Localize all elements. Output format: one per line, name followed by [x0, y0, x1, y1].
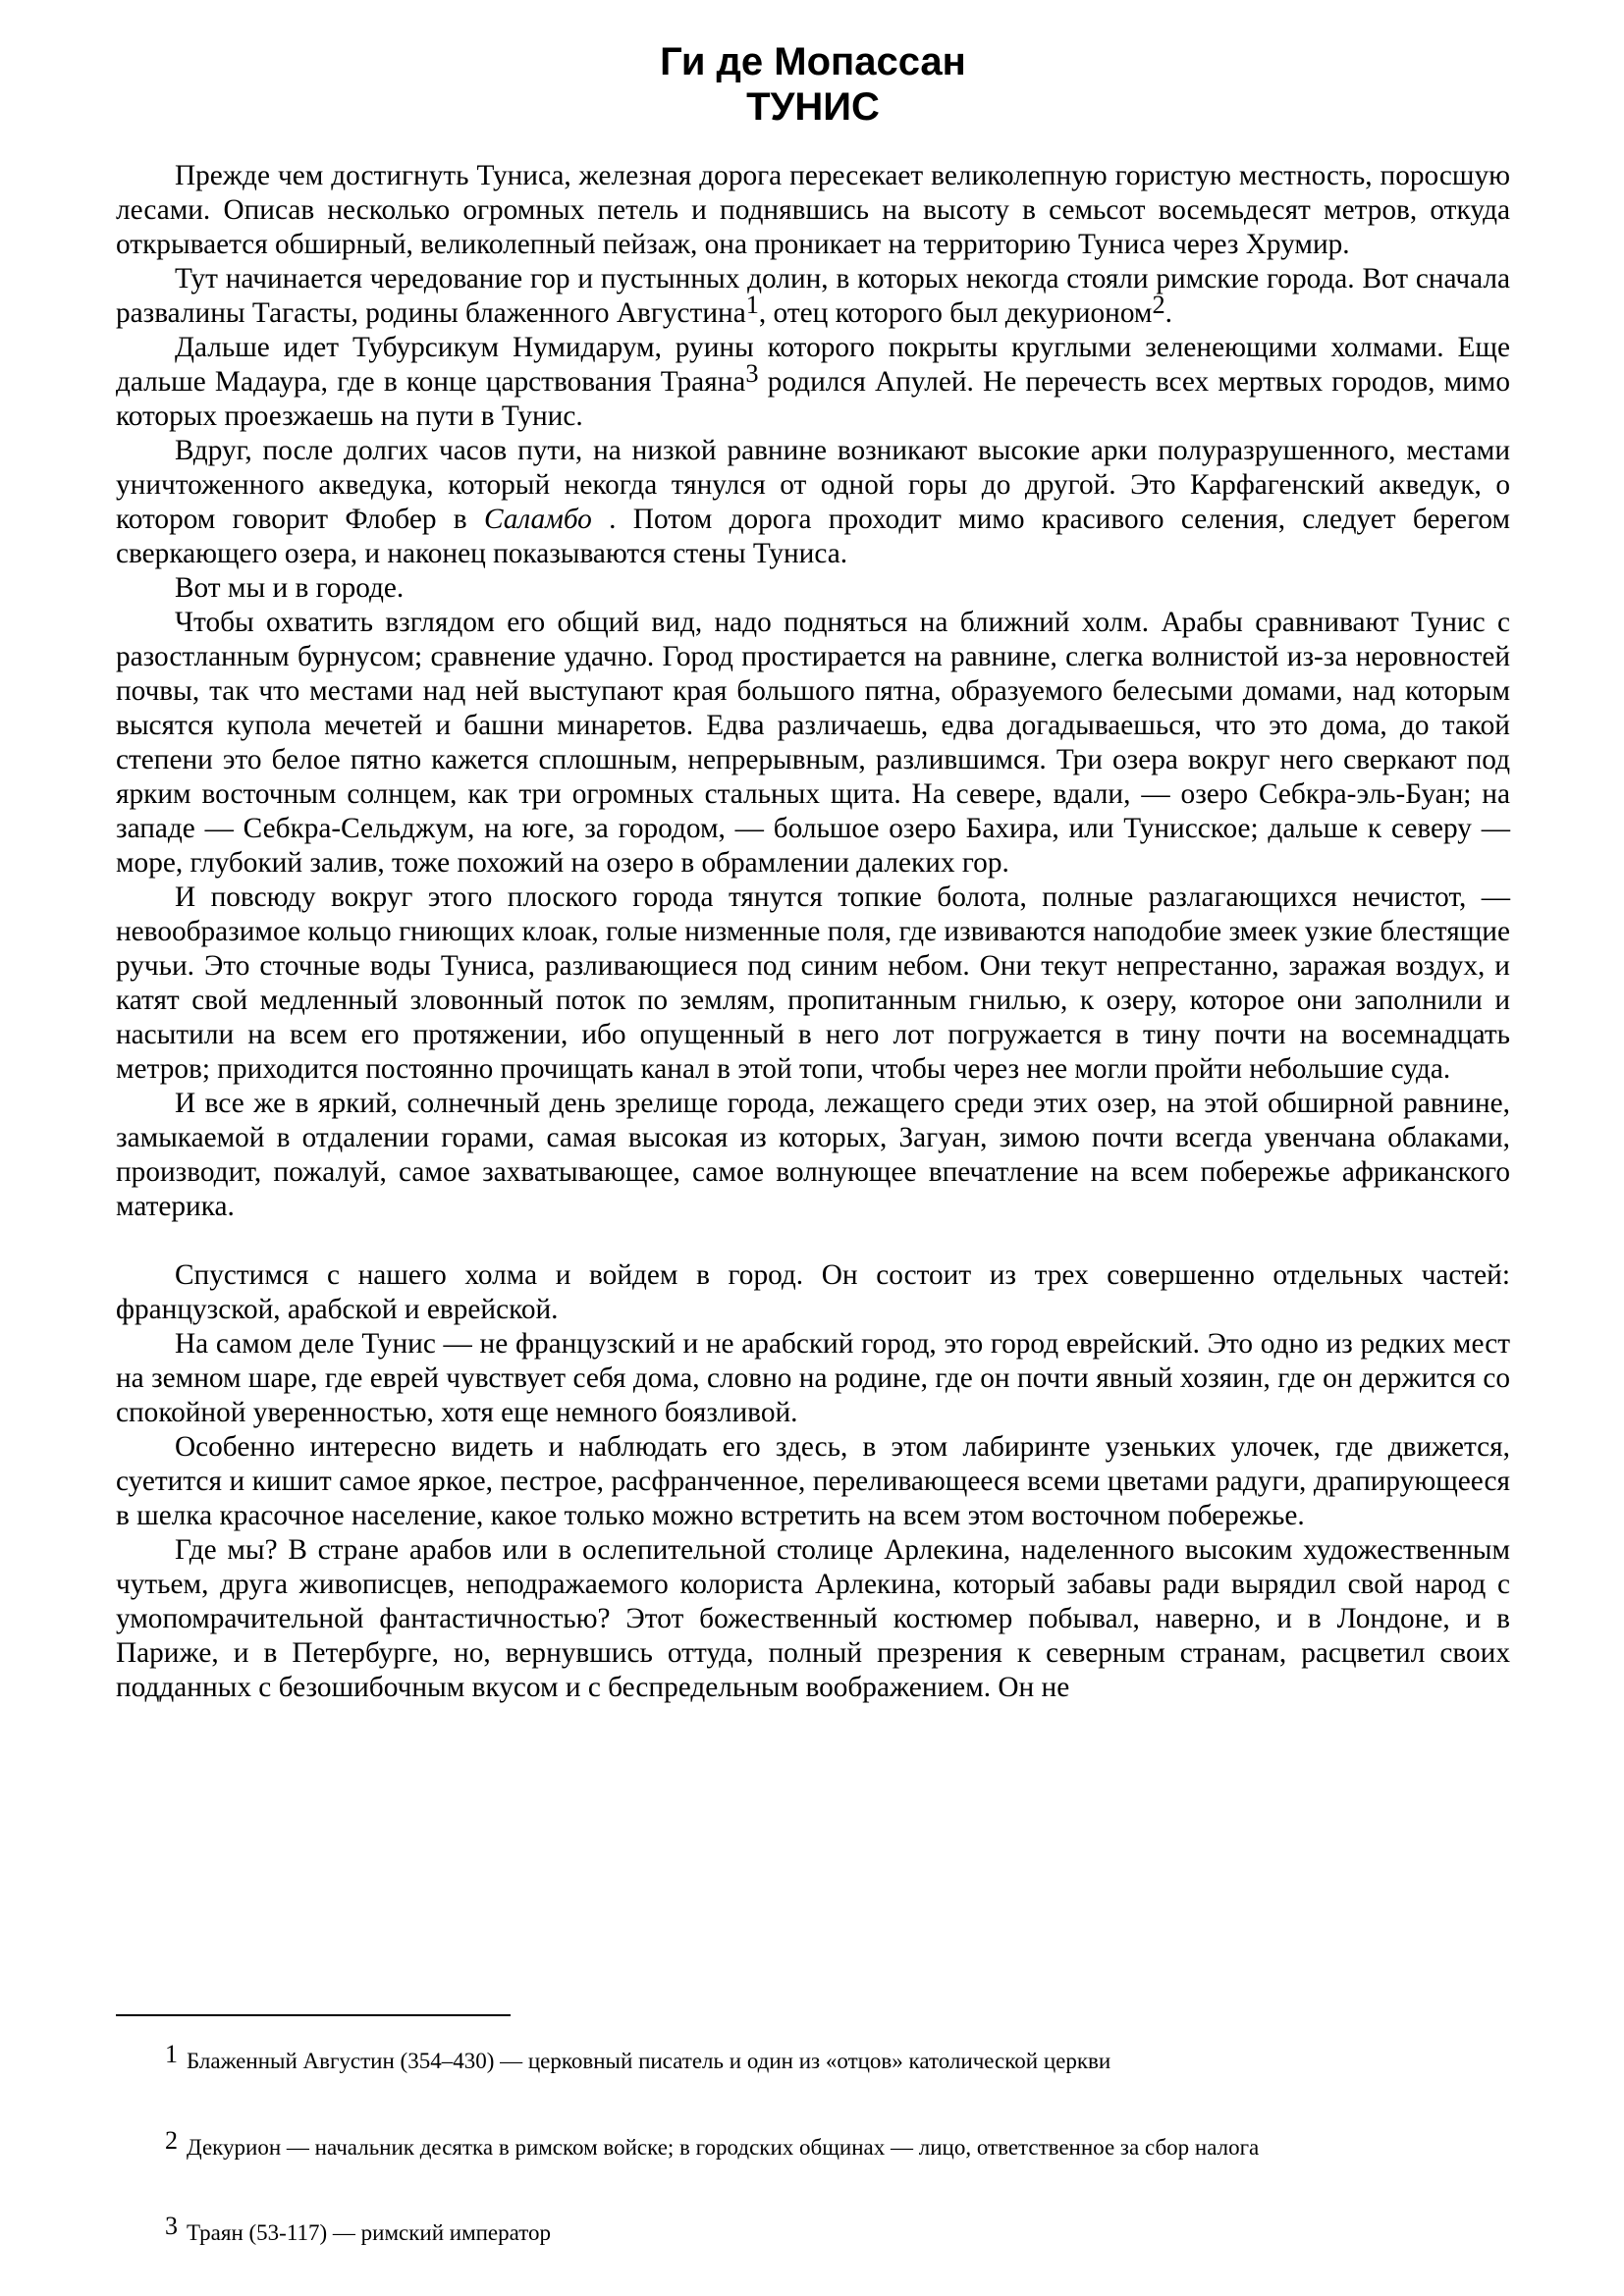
footnote-number: 1	[165, 2040, 178, 2068]
footnote-number: 3	[165, 2212, 178, 2240]
paragraph: На самом деле Тунис — не французский и не арабский город, это город еврейский. Это одно из редких мест на земном шаре, где еврей чувствует себя дома, словно на родине, где он почти явный хозяин, где он держится со спокойной уверенностью, хотя еще немного боязливой.	[116, 1328, 1510, 1428]
paragraph: Тут начинается чередование гор и пустынных долин, в которых некогда стояли римские города. Вот сначала развалины Тагасты, родины блаженного Августина1, отец которого был декурионом2.	[116, 263, 1510, 329]
author-name: Ги де Мопассан	[660, 40, 966, 83]
paragraph: Особенно интересно видеть и наблюдать его здесь, в этом лабиринте узеньких улочек, где движется, суетится и кишит самое яркое, пестрое, расфранченное, переливающееся всеми цветами радуги, драпирующееся в шелка красочное население, какое только можно встретить на всем этом восточном побережье.	[116, 1431, 1510, 1531]
paragraph: И повсюду вокруг этого плоского города тянутся топкие болота, полные разлагающихся нечистот, — невообразимое кольцо гниющих клоак, голые низменные поля, где извиваются наподобие змеек узкие блестящие ручьи. Это сточные воды Туниса, разливающиеся под синим небом. Они текут непрестанно, заражая воздух, и катят свой медленный зловонный поток по землям, пропитанным гнилью, к озеру, которое они заполнили и насытили на всем его протяжении, ибо опущенный в него лот погружается в тину почти на восемнадцать метров; приходится постоянно прочищать канал в этой топи, чтобы через нее могли пройти небольшие суда.	[116, 881, 1510, 1085]
footnote-text: Декурион — начальник десятка в римском войске; в городских общинах — лицо, ответственное за сбор налога	[187, 2135, 1260, 2160]
footnote-ref-2[interactable]: 2	[1152, 290, 1165, 319]
footnote-text: Блаженный Августин (354–430) — церковный писатель и один из «отцов» католической церкви	[187, 2049, 1111, 2073]
footnote-divider	[116, 2014, 511, 2016]
footnote	[116, 2212, 1510, 2248]
paragraph: Прежде чем достигнуть Туниса, железная дорога пересекает великолепную гористую местность, поросшую лесами. Описав несколько огромных петель и поднявшись на высоту в семьсот восемьдесят метров, откуда открывается обширный, великолепный пейзаж, она проникает на территорию Туниса через Хрумир.	[116, 160, 1510, 260]
footnote	[116, 2040, 1510, 2076]
paragraph: Чтобы охватить взглядом его общий вид, надо подняться на ближний холм. Арабы сравнивают Тунис с разостланным бурнусом; сравнение удачно. Город простирается на равнине, слегка волнистой из-за неровностей почвы, так что местами над ней выступают края большого пятна, образуемого белесыми домами, над которым высятся купола мечетей и башни минаретов. Едва различаешь, едва догадываешься, что это дома, до такой степени это белое пятно кажется сплошным, непрерывным, разлившимся. Три озера вокруг него сверкают под ярким восточным солнцем, как три огромных стальных щита. На севере, вдали, — озеро Себкра-эль-Буан; на западе — Себкра-Сельджум, на юге, за городом, — большое озеро Бахира, или Тунисское; дальше к северу — море, глубокий залив, тоже похожий на озеро в обрамлении далеких гор.	[116, 607, 1510, 879]
body-text	[116, 159, 1510, 1705]
footnote-ref-1[interactable]: 1	[745, 290, 759, 319]
paragraph: Дальше идет Тубурсикум Нумидарум, руины которого покрыты круглыми зеленеющими холмами. Еще дальше Мадаура, где в конце царствования Траяна3 родился Апулей. Не перечесть всех мертвых городов, мимо которых проезжаешь на пути в Тунис.	[116, 332, 1510, 432]
paragraph: Спустимся с нашего холма и войдем в город. Он состоит из трех совершенно отдельных частей: французской, арабской и еврейской.	[116, 1259, 1510, 1325]
page-title: ТУНИС	[746, 85, 880, 129]
italic-title: Саламбо	[483, 504, 592, 535]
paragraph: И все же в яркий, солнечный день зрелище города, лежащего среди этих озер, на этой обширной равнине, замыкаемой в отдалении горами, самая высокая из которых, Загуан, зимою почти всегда увенчана облаками, производит, пожалуй, самое захватывающее, самое волнующее впечатление на всем побережье африканского материка.	[116, 1088, 1510, 1222]
paragraph: Где мы? В стране арабов или в ослепительной столице Арлекина, наделенного высоким художественным чутьем, друга живописцев, неподражаемого колориста Арлекина, который забавы ради вырядил свой народ с умопомрачительной фантастичностью? Этот божественный костюмер побывал, наверно, и в Лондоне, и в Париже, и в Петербурге, но, вернувшись оттуда, полный презрения к северным странам, расцветил своих подданных с безошибочным вкусом и с беспредельным воображением. Он не	[116, 1534, 1510, 1703]
footnote	[116, 2126, 1510, 2163]
footnote-number: 2	[165, 2126, 178, 2155]
paragraph: Вдруг, после долгих часов пути, на низкой равнине возникают высокие арки полуразрушенного, местами уничтоженного акведука, который некогда тянулся от одной горы до другой. Это Карфагенский акведук, о котором говорит Флобер в Саламбо . Потом дорога проходит мимо красивого селения, следует берегом сверкающего озера, и наконец показываются стены Туниса.	[116, 435, 1510, 569]
document-page	[116, 39, 1510, 1705]
paragraph: Вот мы и в городе.	[175, 572, 405, 604]
footnote-ref-3[interactable]: 3	[745, 358, 759, 388]
footnote-text: Траян (53-117) — римский император	[187, 2220, 551, 2245]
